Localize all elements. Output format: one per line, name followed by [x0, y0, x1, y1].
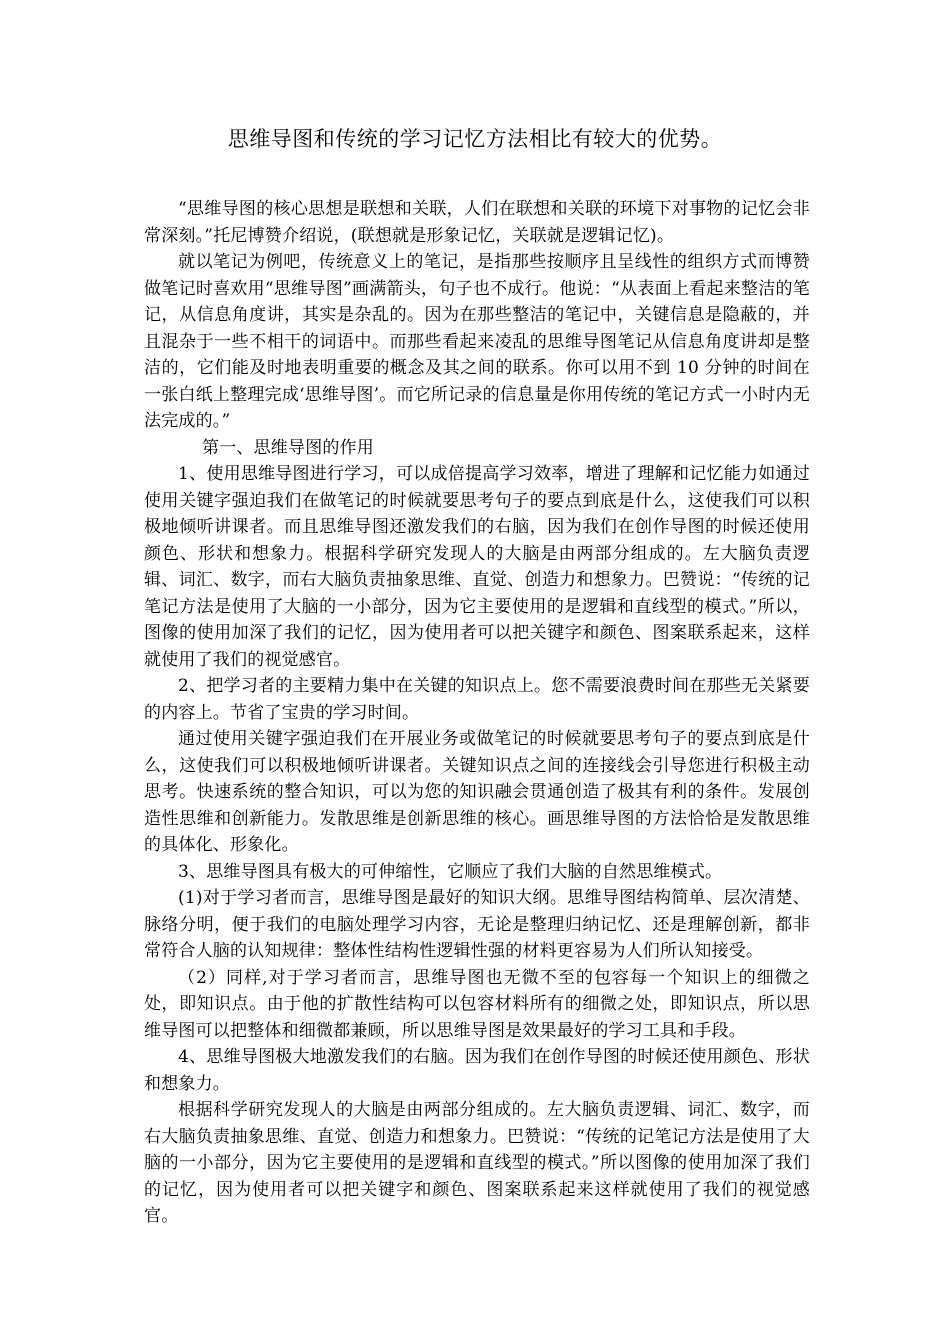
paragraph-point-3-sub-1: (1)对于学习者而言，思维导图是最好的知识大纲。思维导图结构简单、层次清楚、脉络分明，便于我们的电脑处理学习内容，无论是整理归纳记忆、还是理解创新，都非常符合人脑的认知规律：整体性结构性逻辑性强的材料更容易为人们所认知接受。	[144, 888, 810, 961]
section-heading-role: 第一、思维导图的作用	[202, 437, 374, 458]
paragraph-point-1: 1、使用思维导图进行学习，可以成倍提高学习效率，增进了理解和记忆能力如通过使用关键字强迫我们在做笔记的时候就要思考句子的要点到底是什么，这使我们可以积极地倾听讲课者。而且思维导图还激发我们的右脑，因为我们在创作导图的时候还使用颜色、形状和想象力。根据科学研究发现人的大脑是由两部分组成的。左大脑负责逻辑、词汇、数字，而右大脑负责抽象思维、直觉、创造力和想象力。巴赞说：“传统的记笔记方法是使用了大脑的一小部分，因为它主要使用的是逻辑和直线型的模式。”所以，图像的使用加深了我们的记忆，因为使用者可以把关键字和颜色、图案联系起来，这样就使用了我们的视觉感官。	[144, 464, 810, 670]
document-title: 思维导图和传统的学习记忆方法相比有较大的优势。	[227, 127, 723, 151]
paragraph-point-2: 2、把学习者的主要精力集中在关键的知识点上。您不需要浪费时间在那些无关紧要的内容上。节省了宝贵的学习时间。	[144, 676, 810, 723]
paragraph-intro-quote: “思维导图的核心思想是联想和关联，人们在联想和关联的环境下对事物的记忆会非常深刻。”托尼博赞介绍说，(联想就是形象记忆，关联就是逻辑记忆)。	[144, 199, 810, 246]
paragraph-point-3-sub-2: （2）同样,对于学习者而言，思维导图也无微不至的包容每一个知识上的细微之处，即知识点。由于他的扩散性结构可以包容材料所有的细微之处，即知识点，所以思维导图可以把整体和细微都兼顾，所以思维导图是效果最好的学习工具和手段。	[144, 967, 810, 1041]
paragraph-notes-example: 就以笔记为例吧，传统意义上的笔记，是指那些按顺序且呈线性的组织方式而博赞做笔记时喜欢用“思维导图”画满箭头，句子也不成行。他说：“从表面上看起来整洁的笔记，从信息角度讲，其实是杂乱的。因为在那些整洁的笔记中，关键信息是隐蔽的，并且混杂于一些不相干的词语中。而那些看起来凌乱的思维导图笔记从信息角度讲却是整洁的，它们能及时地表明重要的概念及其之间的联系。你可以用不到 10 分钟的时间在一张白纸上整理完成‘思维导图’。而它所记录的信息量是你用传统的笔记方式一小时内无法完成的。”	[144, 252, 810, 431]
paragraph-brain-research: 根据科学研究发现人的大脑是由两部分组成的。左大脑负责逻辑、词汇、数字，而右大脑负责抽象思维、直觉、创造力和想象力。巴赞说：“传统的记笔记方法是使用了大脑的一小部分，因为它主要使用的是逻辑和直线型的模式。”所以图像的使用加深了我们的记忆，因为使用者可以把关键字和颜色、图案联系起来这样就使用了我们的视觉感官。	[144, 1100, 810, 1226]
paragraph-point-3: 3、思维导图具有极大的可伸缩性，它顺应了我们大脑的自然思维模式。	[178, 861, 723, 882]
document-body	[144, 196, 810, 1230]
paragraph-point-4: 4、思维导图极大地激发我们的右脑。因为我们在创作导图的时候还使用颜色、形状和想象力。	[144, 1047, 810, 1094]
paragraph-keywords: 通过使用关键字强迫我们在开展业务或做笔记的时候就要思考句子的要点到底是什么，这使我们可以积极地倾听讲课者。关键知识点之间的连接线会引导您进行积极主动思考。快速系统的整合知识，可以为您的知识融会贯通创造了极其有利的条件。发展创造性思维和创新能力。发散思维是创新思维的核心。画思维导图的方法恰恰是发散思维的具体化、形象化。	[144, 729, 810, 855]
